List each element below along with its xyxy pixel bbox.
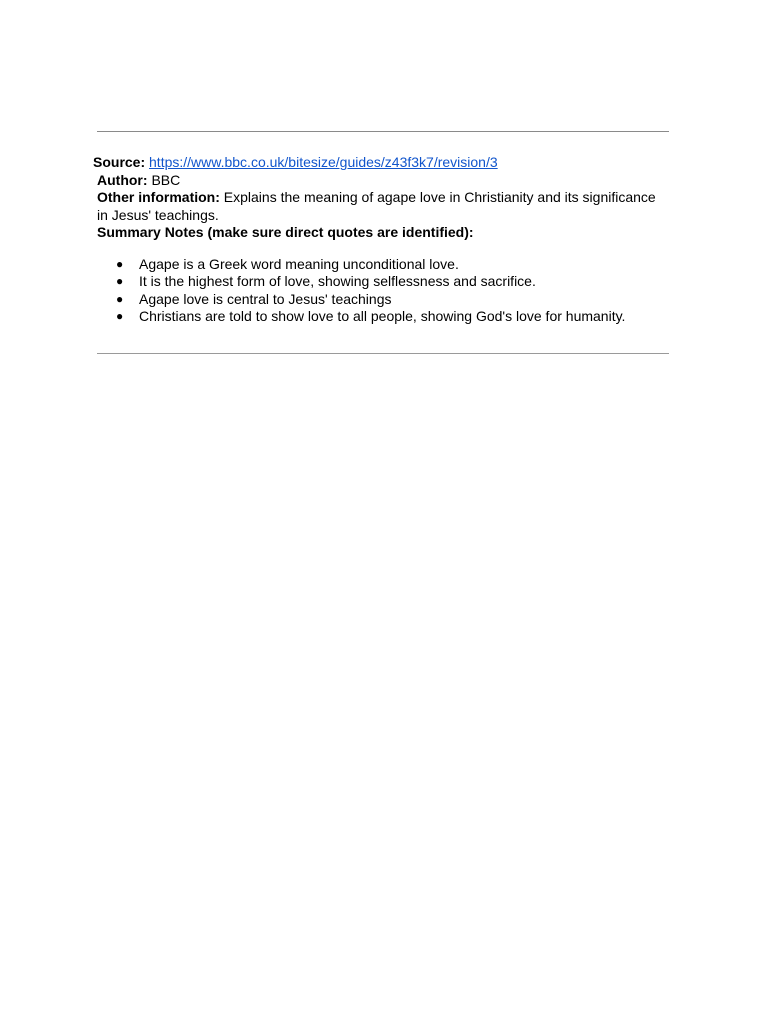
top-horizontal-rule: [97, 131, 669, 132]
source-line: [93, 154, 673, 172]
list-item-text: Christians are told to show love to all people, showing God's love for humanity.: [139, 308, 626, 324]
other-information-line: [93, 189, 669, 224]
other-information-label: Other information:: [97, 189, 220, 205]
bullet-icon: ●: [116, 291, 124, 306]
source-label: Source:: [93, 154, 146, 170]
list-item: [93, 308, 673, 326]
source-entry: [93, 154, 673, 326]
author-label: Author:: [97, 171, 148, 188]
bullet-icon: ●: [116, 274, 124, 288]
summary-notes-list: [93, 256, 673, 326]
list-item-text: It is the highest form of love, showing selflessness and sacrifice.: [139, 273, 536, 289]
summary-heading-line: [93, 224, 673, 242]
list-item-text: Agape love is central to Jesus' teachings: [139, 290, 392, 307]
list-item: [93, 291, 673, 309]
list-item-text: Agape is a Greek word meaning unconditional love.: [139, 255, 459, 272]
author-value: BBC: [151, 171, 181, 188]
summary-heading: Summary Notes (make sure direct quotes are identified):: [97, 224, 474, 240]
author-line: [93, 172, 673, 190]
bottom-horizontal-rule: [97, 353, 669, 354]
source-url-link[interactable]: https://www.bbc.co.uk/bitesize/guides/z43f3k7/revision/3: [149, 154, 498, 170]
bullet-icon: ●: [116, 309, 124, 323]
other-information-value: Explains the meaning of agape love in Christianity and its significance in Jesus' teachings.: [97, 189, 656, 223]
list-item: [93, 256, 673, 274]
list-item: [93, 273, 673, 291]
bullet-icon: ●: [116, 256, 124, 271]
